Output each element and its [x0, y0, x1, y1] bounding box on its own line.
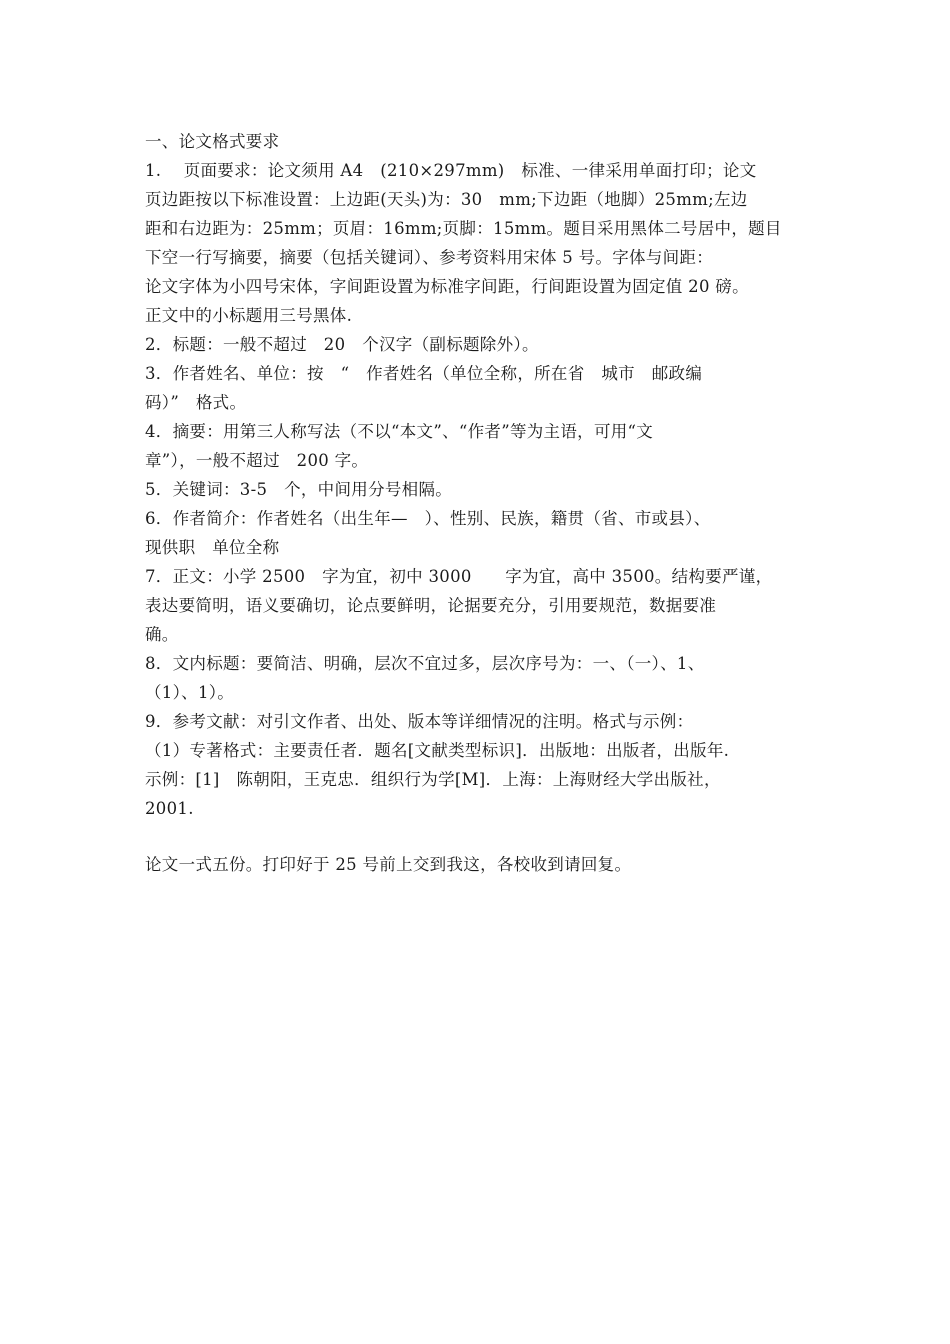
- text-line: 2001.: [145, 799, 194, 818]
- text-line: 正文中的小标题用三号黑体.: [145, 306, 353, 325]
- paragraph-gap: [145, 823, 825, 850]
- text-line: （1）、1）。: [145, 683, 235, 702]
- text-line: 8．文内标题：要简洁、明确，层次不宜过多，层次序号为：一、（一）、1、: [145, 654, 705, 673]
- document-body: [145, 127, 825, 879]
- text-line: 表达要简明，语义要确切，论点要鲜明，论据要充分，引用要规范，数据要准: [145, 596, 717, 615]
- text-line: 6．作者简介：作者姓名（出生年— ）、性别、民族，籍贯（省、市或县）、: [145, 509, 711, 528]
- text-line: 示例：[1] 陈朝阳，王克忠．组织行为学[M]．上海：上海财经大学出版社，: [145, 770, 721, 789]
- text-line: 现供职 单位全称: [145, 538, 280, 557]
- text-line: 章”），一般不超过 200 字。: [145, 451, 369, 470]
- section-heading: 一、论文格式要求: [145, 132, 280, 151]
- text-line: 码）” 格式。: [145, 393, 247, 412]
- text-line: 确。: [145, 625, 179, 644]
- text-line: 1. 页面要求：论文须用 A4 (210×297mm) 标准、一律采用单面打印；论文: [145, 161, 757, 180]
- text-line: 页边距按以下标准设置：上边距(天头)为：30 mm;下边距（地脚）25mm;左边: [145, 190, 748, 209]
- text-line: 7．正文：小学 2500 字为宜，初中 3000 字为宜，高中 3500。结构要严谨，: [145, 567, 773, 586]
- text-line: 距和右边距为：25mm；页眉：16mm;页脚：15mm。题目采用黑体二号居中，题目: [145, 219, 782, 238]
- text-line: （1）专著格式：主要责任者．题名[文献类型标识]．出版地：出版者，出版年.: [145, 741, 730, 760]
- text-line: 下空一行写摘要，摘要（包括关键词）、参考资料用宋体 5 号。字体与间距：: [145, 248, 714, 267]
- closing-note: 论文一式五份。打印好于 25 号前上交到我这，各校收到请回复。: [145, 855, 632, 874]
- text-line: 论文字体为小四号宋体，字间距设置为标准字间距，行间距设置为固定值 20 磅。: [145, 277, 749, 296]
- text-line: 9．参考文献：对引文作者、出处、版本等详细情况的注明。格式与示例：: [145, 712, 694, 731]
- text-line: 3．作者姓名、单位：按 “ 作者姓名（单位全称，所在省 城市 邮政编: [145, 364, 703, 383]
- text-line: 4．摘要：用第三人称写法（不以“本文”、“作者”等为主语，可用“文: [145, 422, 654, 441]
- text-line: 5．关键词：3-5 个，中间用分号相隔。: [145, 480, 453, 499]
- text-line: 2．标题：一般不超过 20 个汉字（副标题除外）。: [145, 335, 539, 354]
